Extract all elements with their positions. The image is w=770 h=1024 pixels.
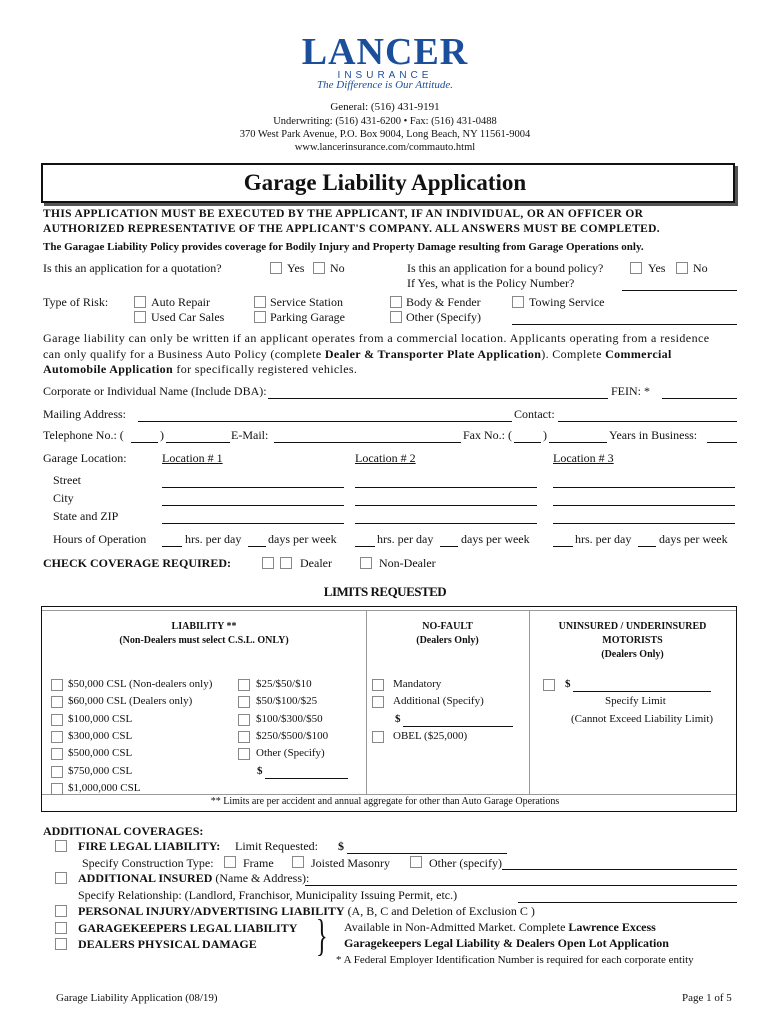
risk-towing-label: Towing Service: [529, 295, 605, 309]
logo-brand: LANCER: [301, 31, 469, 73]
quotation-yes-label: Yes: [287, 261, 305, 275]
hours-label: Hours of Operation: [53, 532, 147, 546]
limit-requested-label: Limit Requested:: [235, 839, 318, 853]
loc1-hours-text: hrs. per day: [185, 532, 242, 546]
personal-injury-checkbox[interactable]: [55, 905, 67, 917]
garagekeepers-label: GARAGEKEEPERS LEGAL LIABILITY: [78, 921, 298, 935]
telephone-close-paren: ): [160, 428, 164, 442]
risk-other-checkbox[interactable]: [390, 311, 402, 323]
split-250-checkbox[interactable]: [238, 731, 250, 743]
risk-service-station-label: Service Station: [270, 295, 343, 309]
policy-number-question: If Yes, what is the Policy Number?: [407, 276, 575, 290]
contact-field[interactable]: [558, 421, 737, 422]
risk-service-station-checkbox[interactable]: [254, 296, 266, 308]
csl-100k-checkbox[interactable]: [51, 714, 63, 726]
limits-title: LIMITS REQUESTED: [323, 584, 447, 599]
dealer-label: Dealer: [300, 556, 332, 570]
location-2-header: Location # 2: [355, 451, 416, 465]
relationship-label: Specify Relationship: (Landlord, Franchisor, Municipality Issuing Permit, etc.): [78, 888, 458, 902]
risk-auto-repair-label: Auto Repair: [151, 295, 210, 309]
loc1-street-field[interactable]: [162, 487, 344, 488]
loc2-days-text: days per week: [461, 532, 530, 546]
csl-50k-label: $50,000 CSL (Non-dealers only): [68, 678, 213, 690]
eligibility-line-2: can only qualify for a Business Auto Policy (complete Dealer & Transporter Plate Application). Complete Commercial: [43, 347, 672, 361]
loc2-street-field[interactable]: [355, 487, 537, 488]
frame-label: Frame: [243, 856, 274, 870]
csl-100k-label: $100,000 CSL: [68, 713, 133, 725]
telephone-field[interactable]: [166, 442, 230, 443]
telephone-label: Telephone No.: (: [43, 428, 124, 442]
risk-towing-checkbox[interactable]: [512, 296, 524, 308]
brace-icon: }: [316, 911, 328, 960]
underwriting-phone: Underwriting: (516) 431-6200 • Fax: (516) 431-0488: [273, 116, 497, 127]
relationship-field[interactable]: [518, 902, 737, 903]
logo-tagline: The Difference is Our Attitude.: [317, 79, 453, 91]
risk-other-label: Other (Specify): [406, 310, 481, 324]
corporate-name-label: Corporate or Individual Name (Include DBA):: [43, 384, 267, 398]
csl-60k-label: $60,000 CSL (Dealers only): [68, 695, 193, 707]
nofault-mandatory-label: Mandatory: [393, 678, 442, 690]
csl-750k-checkbox[interactable]: [51, 766, 63, 778]
fax-field[interactable]: [549, 442, 607, 443]
nofault-header: NO-FAULT (Dealers Only): [416, 621, 479, 646]
garagekeepers-checkbox[interactable]: [55, 922, 67, 934]
contact-label: Contact:: [514, 407, 555, 421]
split-other-field[interactable]: [265, 778, 348, 779]
csl-1m-label: $1,000,000 CSL: [68, 782, 141, 794]
split-other-dollar: $: [257, 765, 263, 777]
risk-body-fender-label: Body & Fender: [406, 295, 481, 309]
nofault-mandatory-checkbox[interactable]: [372, 679, 384, 691]
footer-form-id: Garage Liability Application (08/19): [56, 992, 218, 1004]
loc2-hours-text: hrs. per day: [377, 532, 434, 546]
split-250-label: $250/$500/$100: [256, 730, 329, 742]
general-phone: General: (516) 431-9191: [330, 101, 440, 113]
email-field[interactable]: [274, 442, 461, 443]
fax-label: Fax No.: (: [463, 428, 512, 442]
split-25-label: $25/$50/$10: [256, 678, 312, 690]
fein-label: FEIN: *: [611, 384, 650, 398]
csl-300k-label: $300,000 CSL: [68, 730, 133, 742]
um-header: UNINSURED / UNDERINSURED MOTORISTS (Dealers Only): [558, 621, 707, 660]
risk-used-car-checkbox[interactable]: [134, 311, 146, 323]
location-3-header: Location # 3: [553, 451, 614, 465]
loc2-days-field[interactable]: [440, 546, 458, 547]
risk-other-specify-field[interactable]: [512, 324, 737, 325]
loc3-street-field[interactable]: [553, 487, 735, 488]
eligibility-line-3: Automobile Application for specifically registered vehicles.: [43, 362, 358, 376]
loc1-days-field[interactable]: [248, 546, 266, 547]
limits-footnote: ** Limits are per accident and annual aggregate for other than Auto Garage Operations: [210, 796, 560, 807]
bound-yes-checkbox[interactable]: [630, 262, 642, 274]
coverage-note: The Garagae Liability Policy provides coverage for Bodily Injury and Property Damage resulting from Garage Operations only.: [43, 241, 644, 253]
fire-limit-field[interactable]: [347, 853, 507, 854]
nofault-additional-field[interactable]: [403, 726, 513, 727]
check-coverage-label: CHECK COVERAGE REQUIRED:: [43, 556, 232, 570]
nofault-additional-label: Additional (Specify): [393, 695, 484, 707]
loc3-days-text: days per week: [659, 532, 728, 546]
joisted-checkbox[interactable]: [292, 856, 304, 868]
mailing-address-header: 370 West Park Avenue, P.O. Box 9004, Long Beach, NY 11561-9004: [239, 129, 531, 140]
additional-insured-field[interactable]: [305, 885, 737, 886]
fein-field[interactable]: [662, 398, 737, 399]
um-specify-limit: Specify Limit: [605, 695, 666, 707]
csl-500k-checkbox[interactable]: [51, 748, 63, 760]
mailing-address-field[interactable]: [138, 421, 512, 422]
logo-sub: INSURANCE: [337, 70, 433, 81]
construction-label: Specify Construction Type:: [82, 856, 214, 870]
bound-no-checkbox[interactable]: [676, 262, 688, 274]
non-dealer-checkbox[interactable]: [360, 557, 372, 569]
page-title: Garage Liability Application: [243, 170, 527, 195]
fax-area-field[interactable]: [514, 442, 541, 443]
personal-injury-label: PERSONAL INJURY/ADVERTISING LIABILITY (A, B, C and Deletion of Exclusion C ): [78, 904, 535, 918]
frame-checkbox[interactable]: [224, 856, 236, 868]
split-100-label: $100/$300/$50: [256, 713, 323, 725]
telephone-area-field[interactable]: [131, 442, 158, 443]
loc3-hours-field[interactable]: [553, 546, 573, 547]
street-label: Street: [53, 473, 81, 487]
notice-line-2: AUTHORIZED REPRESENTATIVE OF THE APPLICANT'S COMPANY. ALL ANSWERS MUST BE COMPLETED.: [43, 223, 660, 235]
risk-parking-garage-checkbox[interactable]: [254, 311, 266, 323]
loc2-state-zip-field[interactable]: [355, 523, 537, 524]
risk-label: Type of Risk:: [43, 295, 109, 309]
loc1-city-field[interactable]: [162, 505, 344, 506]
fein-note: * A Federal Employer Identification Number is required for each corporate entity: [336, 954, 694, 966]
limits-top-rule: [42, 610, 736, 611]
liability-header: LIABILITY ** (Non-Dealers must select C.S.L. ONLY): [119, 621, 289, 646]
other-construction-label: Other (specify): [429, 856, 502, 870]
garage-location-label: Garage Location:: [43, 451, 127, 465]
loc1-hours-field[interactable]: [162, 546, 182, 547]
other-construction-checkbox[interactable]: [410, 856, 422, 868]
csl-300k-checkbox[interactable]: [51, 731, 63, 743]
split-100-checkbox[interactable]: [238, 714, 250, 726]
footer-page-number: Page 1 of 5: [682, 992, 732, 1004]
website-link[interactable]: www.lancerinsurance.com/commauto.html: [294, 142, 476, 153]
additional-insured-label: ADDITIONAL INSURED (Name & Address):: [78, 871, 310, 885]
bound-no-label: No: [693, 261, 708, 275]
policy-number-field[interactable]: [622, 290, 737, 291]
quotation-question: Is this an application for a quotation?: [43, 261, 222, 275]
commercial-auto-application-link: Automobile Application: [43, 362, 174, 376]
state-zip-label: State and ZIP: [53, 509, 119, 523]
risk-used-car-label: Used Car Sales: [151, 310, 225, 324]
csl-50k-checkbox[interactable]: [51, 679, 63, 691]
notice-line-1: THIS APPLICATION MUST BE EXECUTED BY THE APPLICANT, IF AN INDIVIDUAL, OR AN OFFICER OR: [43, 208, 644, 220]
nofault-additional-checkbox[interactable]: [372, 696, 384, 708]
um-cannot-exceed: (Cannot Exceed Liability Limit): [571, 713, 714, 725]
loc1-state-zip-field[interactable]: [162, 523, 344, 524]
fire-legal-label: FIRE LEGAL LIABILITY:: [78, 839, 221, 853]
additional-title: ADDITIONAL COVERAGES:: [43, 824, 204, 838]
quotation-yes-checkbox[interactable]: [270, 262, 282, 274]
loc2-hours-field[interactable]: [355, 546, 375, 547]
city-label: City: [53, 491, 74, 505]
years-label: Years in Business:: [609, 428, 698, 442]
csl-500k-label: $500,000 CSL: [68, 747, 133, 759]
um-limit-field[interactable]: [573, 691, 711, 692]
dealers-pd-checkbox[interactable]: [55, 938, 67, 950]
available-note: Available in Non-Admitted Market. Complete Lawrence Excess: [344, 920, 656, 934]
non-dealer-label: Non-Dealer: [379, 556, 436, 570]
eligibility-line-1: Garage liability can only be written if an applicant operates from a commercial location. Applicants operating from a residence: [43, 331, 710, 345]
risk-parking-garage-label: Parking Garage: [270, 310, 345, 324]
um-dollar: $: [565, 678, 571, 690]
fire-legal-checkbox[interactable]: [55, 840, 67, 852]
csl-1m-checkbox[interactable]: [51, 783, 63, 795]
split-50-checkbox[interactable]: [238, 696, 250, 708]
dealer-checkbox-2[interactable]: [280, 557, 292, 569]
quotation-no-checkbox[interactable]: [313, 262, 325, 274]
nofault-obel-checkbox[interactable]: [372, 731, 384, 743]
nofault-additional-dollar: $: [395, 713, 401, 725]
split-other-checkbox[interactable]: [238, 748, 250, 760]
email-label: E-Mail:: [231, 428, 269, 442]
mailing-address-label: Mailing Address:: [43, 407, 126, 421]
dealers-pd-label: DEALERS PHYSICAL DAMAGE: [78, 937, 257, 951]
loc3-days-field[interactable]: [638, 546, 656, 547]
corporate-name-field[interactable]: [268, 398, 608, 399]
joisted-label: Joisted Masonry: [311, 856, 390, 870]
loc3-city-field[interactable]: [553, 505, 735, 506]
split-other-label: Other (Specify): [256, 747, 325, 759]
nofault-obel-label: OBEL ($25,000): [393, 730, 468, 742]
location-1-header: Location # 1: [162, 451, 223, 465]
dealer-checkbox-1[interactable]: [262, 557, 274, 569]
fax-close-paren: ): [543, 428, 547, 442]
loc1-days-text: days per week: [268, 532, 337, 546]
years-field[interactable]: [707, 442, 737, 443]
risk-body-fender-checkbox[interactable]: [390, 296, 402, 308]
fire-dollar: $: [338, 839, 344, 853]
garagekeepers-application-note: Garagekeepers Legal Liability & Dealers Open Lot Application: [344, 936, 669, 950]
additional-insured-checkbox[interactable]: [55, 872, 67, 884]
limits-bottom-rule: [42, 794, 736, 795]
dealer-plate-application-link: Dealer & Transporter Plate Application: [324, 347, 542, 361]
risk-auto-repair-checkbox[interactable]: [134, 296, 146, 308]
quotation-no-label: No: [330, 261, 345, 275]
bound-yes-label: Yes: [648, 261, 666, 275]
split-50-label: $50/$100/$25: [256, 695, 318, 707]
loc3-hours-text: hrs. per day: [575, 532, 632, 546]
loc2-city-field[interactable]: [355, 505, 537, 506]
csl-60k-checkbox[interactable]: [51, 696, 63, 708]
bound-question: Is this an application for a bound policy?: [407, 261, 604, 275]
loc3-state-zip-field[interactable]: [553, 523, 735, 524]
other-construction-field[interactable]: [502, 869, 737, 870]
split-25-checkbox[interactable]: [238, 679, 250, 691]
csl-750k-label: $750,000 CSL: [68, 765, 133, 777]
um-checkbox[interactable]: [543, 679, 555, 691]
